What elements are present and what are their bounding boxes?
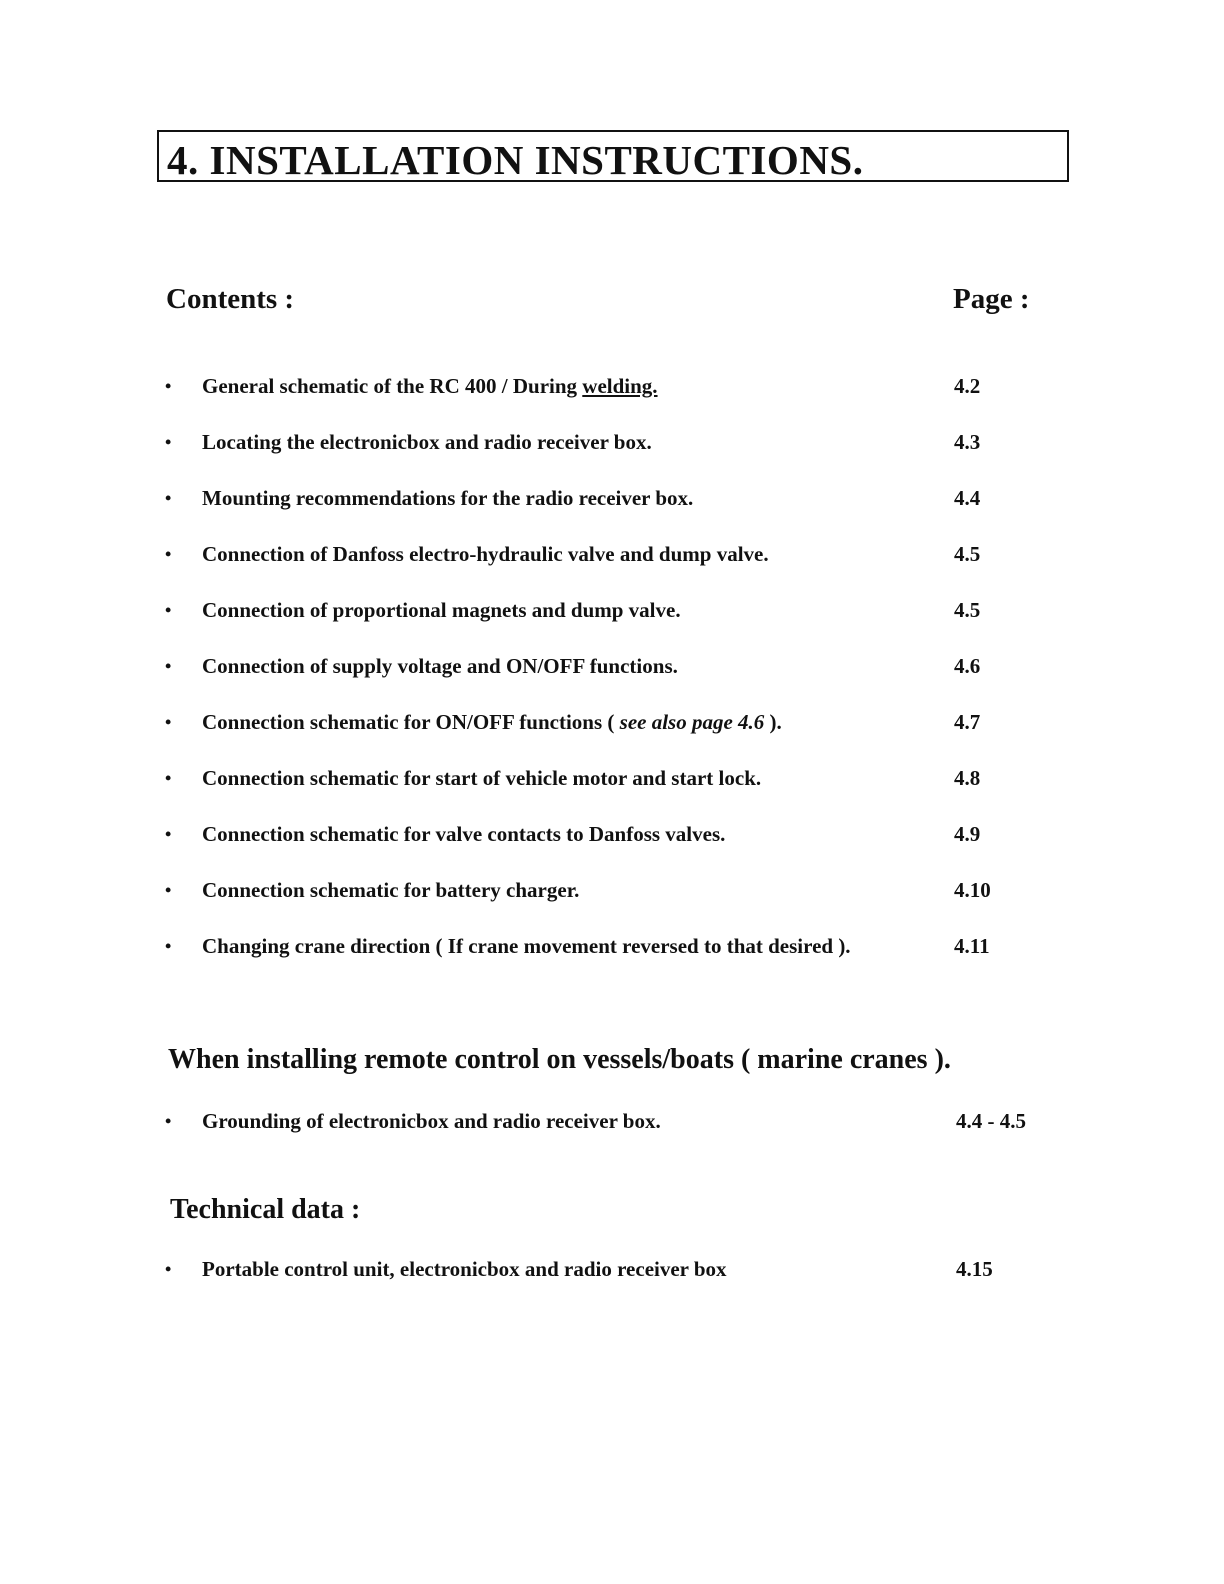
toc-entry-page: 4.4 <box>954 486 981 510</box>
bullet-icon: • <box>165 544 172 564</box>
toc-entry-text: Mounting recommendations for the radio receiver box. <box>202 486 694 510</box>
toc-row <box>165 595 1045 625</box>
bullet-icon: • <box>165 712 172 732</box>
toc-entry-page: 4.10 <box>954 878 991 902</box>
toc-entry-page: 4.9 <box>954 822 981 846</box>
toc-entry-text: Connection schematic for start of vehicle motor and start lock. <box>202 766 762 790</box>
toc-entry-text: Portable control unit, electronicbox and radio receiver box <box>202 1257 727 1281</box>
toc-entry-page: 4.6 <box>954 654 981 678</box>
toc-entry-page: 4.4 - 4.5 <box>956 1109 1026 1133</box>
bullet-icon: • <box>165 936 172 956</box>
bullet-icon: • <box>165 488 172 508</box>
toc-entry-page: 4.5 <box>954 598 981 622</box>
bullet-icon: • <box>165 376 172 396</box>
toc-row <box>165 539 1045 569</box>
toc-entry-text: Connection of Danfoss electro-hydraulic valve and dump valve. <box>202 542 769 566</box>
bullet-icon: • <box>165 1259 172 1279</box>
toc-row <box>165 1254 1045 1284</box>
toc-entry-page: 4.2 <box>954 374 981 398</box>
toc-row <box>165 707 1045 737</box>
toc-entry-text: Grounding of electronicbox and radio receiver box. <box>202 1109 661 1133</box>
toc-entry-text: Connection schematic for ON/OFF functions ( see also page 4.6 ). <box>202 710 782 734</box>
toc-row <box>165 371 1045 401</box>
toc-row <box>165 1106 1045 1136</box>
bullet-icon: • <box>165 824 172 844</box>
toc-row <box>165 651 1045 681</box>
technical-heading: Technical data : <box>170 1194 361 1225</box>
toc-row <box>165 875 1045 905</box>
bullet-icon: • <box>165 880 172 900</box>
marine-heading: When installing remote control on vessels/boats ( marine cranes ). <box>168 1044 951 1075</box>
title-box <box>157 130 1069 182</box>
toc-entry-page: 4.7 <box>954 710 981 734</box>
toc-entry-page: 4.5 <box>954 542 981 566</box>
bullet-icon: • <box>165 768 172 788</box>
toc-entry-text: Connection schematic for valve contacts to Danfoss valves. <box>202 822 726 846</box>
see-also-note: see also page 4.6 <box>619 710 765 734</box>
toc-entry-text: General schematic of the RC 400 / During welding. <box>202 374 658 398</box>
toc-entry-text: Connection of supply voltage and ON/OFF functions. <box>202 654 678 678</box>
toc-row <box>165 763 1045 793</box>
contents-label: Contents : <box>166 283 295 315</box>
toc-entry-page: 4.11 <box>954 934 990 958</box>
toc-entry-text: Changing crane direction ( If crane movement reversed to that desired ). <box>202 934 851 958</box>
toc-row <box>165 483 1045 513</box>
bullet-icon: • <box>165 600 172 620</box>
page-title: 4. INSTALLATION INSTRUCTIONS. <box>167 137 864 183</box>
toc-row <box>165 819 1045 849</box>
toc-row <box>165 427 1045 457</box>
bullet-icon: • <box>165 656 172 676</box>
page-column-label: Page : <box>953 283 1030 315</box>
toc-entry-text: Connection schematic for battery charger. <box>202 878 580 902</box>
toc-entry-text: Locating the electronicbox and radio receiver box. <box>202 430 652 454</box>
bullet-icon: • <box>165 432 172 452</box>
toc-entry-page: 4.8 <box>954 766 981 790</box>
toc-entry-text: Connection of proportional magnets and dump valve. <box>202 598 681 622</box>
toc-entry-page: 4.15 <box>956 1257 993 1281</box>
bullet-icon: • <box>165 1111 172 1131</box>
toc-entry-page: 4.3 <box>954 430 981 454</box>
toc-row <box>165 931 1045 961</box>
welding-link: welding. <box>582 374 658 398</box>
